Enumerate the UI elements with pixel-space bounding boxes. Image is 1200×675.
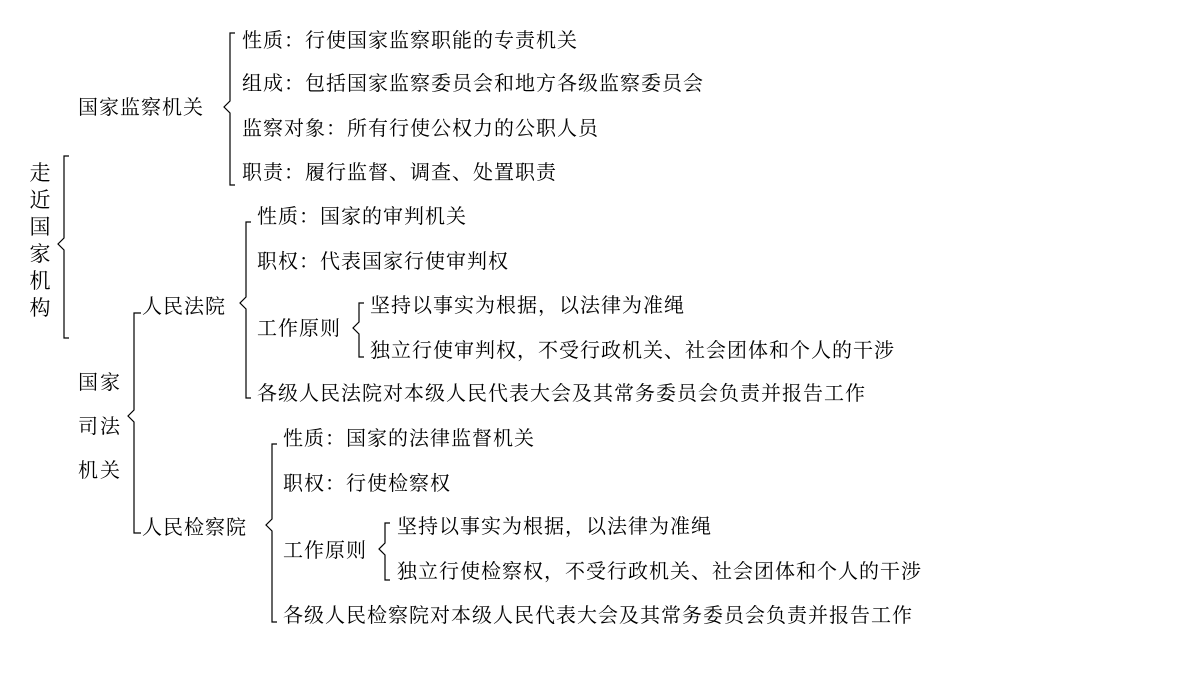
court-principle-1: 坚持以事实为根据，以法律为准绳 <box>370 293 685 317</box>
court-nature: 性质：国家的审判机关 <box>257 204 467 228</box>
judicial-title: 国家司法机关 <box>78 370 122 482</box>
court-accountability: 各级人民法院对本级人民代表大会及其常务委员会负责并报告工作 <box>257 381 866 405</box>
court-principle-2: 独立行使审判权，不受行政机关、社会团体和个人的干涉 <box>370 338 895 362</box>
procuratorate-principles-brace <box>379 523 390 580</box>
procuratorate-principle-1: 坚持以事实为根据，以法律为准绳 <box>397 514 712 538</box>
procuratorate-brace <box>266 444 277 622</box>
procuratorate-power: 职权：行使检察权 <box>283 471 451 495</box>
root-brace <box>58 156 69 338</box>
supervisory-composition: 组成：包括国家监察委员会和地方各级监察委员会 <box>242 71 704 95</box>
court-power: 职权：代表国家行使审判权 <box>257 249 509 273</box>
procuratorate-accountability: 各级人民检察院对本级人民代表大会及其常务委员会负责并报告工作 <box>283 603 913 627</box>
court-title: 人民法院 <box>142 294 226 318</box>
root-title: 走近国家机构 <box>29 161 51 320</box>
procuratorate-principles-title: 工作原则 <box>283 538 367 562</box>
court-brace <box>240 222 251 398</box>
supervisory-targets: 监察对象：所有行使公权力的公职人员 <box>242 116 599 140</box>
supervisory-nature: 性质：行使国家监察职能的专责机关 <box>242 28 578 52</box>
supervisory-duties: 职责：履行监督、调查、处置职责 <box>242 160 557 184</box>
procuratorate-title: 人民检察院 <box>142 515 247 539</box>
supervisory-brace <box>224 33 235 185</box>
procuratorate-nature: 性质：国家的法律监督机关 <box>283 426 535 450</box>
procuratorate-principle-2: 独立行使检察权，不受行政机关、社会团体和个人的干涉 <box>397 559 922 583</box>
supervisory-title: 国家监察机关 <box>78 95 204 119</box>
court-principles-brace <box>353 303 364 357</box>
court-principles-title: 工作原则 <box>257 316 341 340</box>
